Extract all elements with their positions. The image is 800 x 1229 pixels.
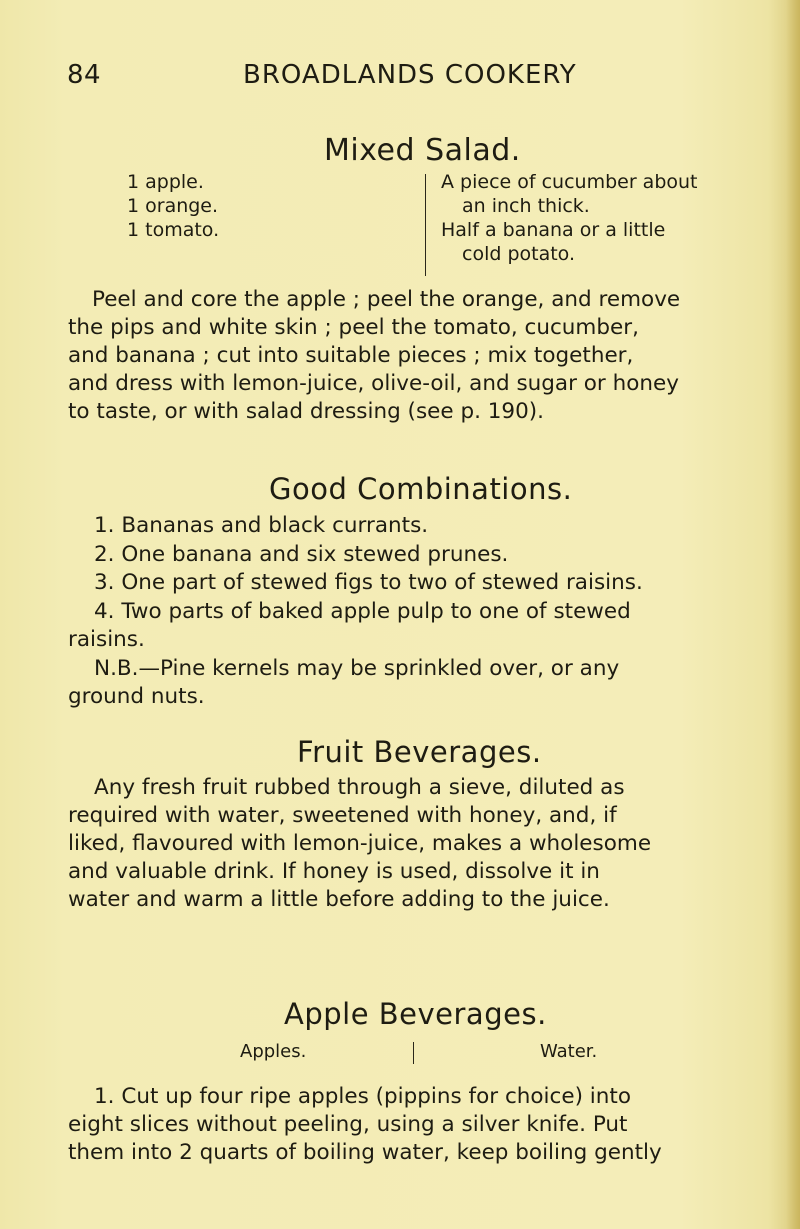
- list-item: 4. Two parts of baked apple pulp to one of stewed: [94, 598, 631, 624]
- column-divider: [413, 1042, 414, 1064]
- apple-beverages-heading: Apple Beverages.: [284, 997, 547, 1031]
- page-header: [0, 60, 800, 100]
- page-number: 84: [67, 60, 102, 90]
- ingredient-item: A piece of cucumber about: [441, 171, 698, 193]
- mixed-salad-heading: Mixed Salad.: [324, 133, 521, 168]
- mixed-salad-instructions: [68, 286, 758, 426]
- ingredient-item-continued: an inch thick.: [462, 195, 590, 217]
- apple-beverages-text: [68, 1083, 758, 1167]
- fruit-beverages-text: [68, 774, 758, 914]
- note-line-continued: ground nuts.: [68, 684, 205, 709]
- text-line: the pips and white skin ; peel the tomato, cucumber,: [68, 315, 639, 340]
- text-line: to taste, or with salad dressing (see p. 190).: [68, 399, 545, 424]
- text-line: and dress with lemon-juice, olive-oil, and sugar or honey: [68, 371, 679, 396]
- text-line: and valuable drink. If honey is used, dissolve it in: [68, 859, 600, 884]
- list-item-continued: raisins.: [68, 627, 145, 652]
- text-line: eight slices without peeling, using a silver knife. Put: [68, 1112, 628, 1137]
- ingredient-item: 1 orange.: [127, 195, 219, 217]
- ingredients-right-column: [441, 170, 698, 266]
- text-line: required with water, sweetened with honey, and, if: [68, 803, 617, 828]
- good-combinations-list: [68, 512, 768, 712]
- running-title: BROADLANDS COOKERY: [243, 60, 577, 90]
- text-line: and banana ; cut into suitable pieces ; mix together,: [68, 343, 634, 368]
- text-line: water and warm a little before adding to the juice.: [68, 887, 610, 912]
- list-item: 3. One part of stewed figs to two of stewed raisins.: [94, 570, 643, 595]
- fruit-beverages-heading: Fruit Beverages.: [297, 735, 542, 769]
- list-item: 1. Bananas and black currants.: [94, 513, 429, 538]
- good-combinations-heading: Good Combinations.: [269, 472, 573, 506]
- text-line: 1. Cut up four ripe apples (pippins for choice) into: [94, 1084, 631, 1109]
- text-line: Any fresh fruit rubbed through a sieve, diluted as: [94, 775, 625, 800]
- text-line: them into 2 quarts of boiling water, keep boiling gently: [68, 1140, 662, 1165]
- ingredients-divider: [425, 174, 426, 276]
- text-line: liked, flavoured with lemon-juice, makes a wholesome: [68, 831, 652, 856]
- ingredients-left-column: [127, 170, 219, 242]
- list-item: 2. One banana and six stewed prunes.: [94, 541, 509, 567]
- ingredient-item: 1 apple.: [127, 171, 204, 193]
- ingredient-item-continued: cold potato.: [462, 243, 576, 265]
- ingredient-item: Half a banana or a little: [441, 219, 666, 241]
- text-line: Peel and core the apple ; peel the orange, and remove: [92, 287, 681, 312]
- ingredient-item: 1 tomato.: [127, 219, 220, 241]
- column-label-apples: Apples.: [240, 1041, 307, 1062]
- mixed-salad-ingredients: [0, 170, 800, 270]
- column-label-water: Water.: [540, 1041, 598, 1062]
- note-line: N.B.—Pine kernels may be sprinkled over, or any: [94, 655, 620, 681]
